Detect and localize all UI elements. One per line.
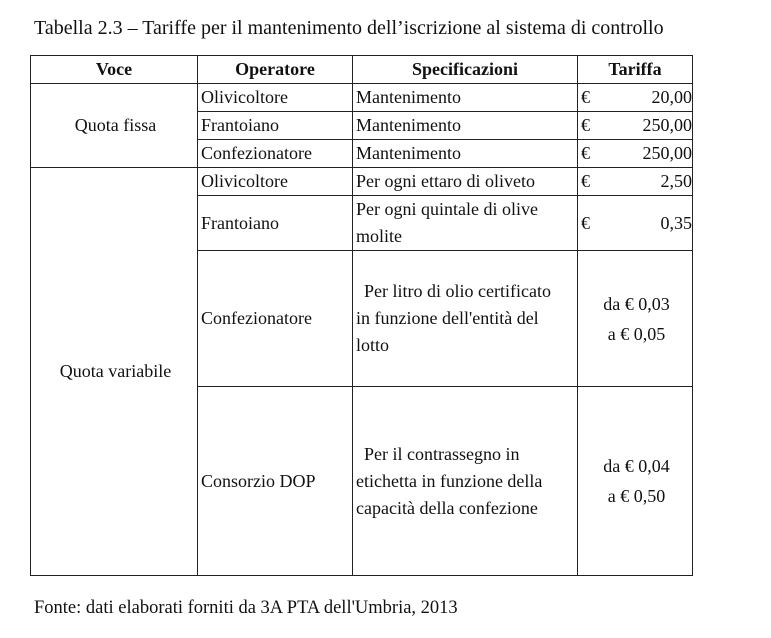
- operatore-cell: Olivicoltore: [198, 168, 353, 196]
- currency-symbol: €: [581, 171, 590, 191]
- spec-line: in funzione dell'entità del: [356, 308, 539, 328]
- spec-line: lotto: [356, 335, 390, 355]
- currency-symbol: €: [581, 87, 590, 107]
- spec-cell: Per ogni ettaro di oliveto: [353, 168, 578, 196]
- spec-cell: [353, 387, 578, 576]
- table-caption: Tabella 2.3 – Tariffe per il mantenimento dell’iscrizione al sistema di controllo: [34, 17, 664, 39]
- tariffa-range-to: a € 0,05: [607, 323, 666, 344]
- spec-cell: [353, 251, 578, 387]
- header-row: [31, 56, 693, 84]
- tariffa-cell: [578, 387, 693, 576]
- tariffa-amount: 0,35: [660, 212, 692, 233]
- header-operatore: Operatore: [198, 56, 353, 84]
- voce-quota-fissa: Quota fissa: [31, 84, 198, 168]
- tariffa-cell: [578, 196, 693, 251]
- tariffa-amount: 2,50: [660, 171, 692, 191]
- tariffa-range-from: da € 0,03: [603, 293, 670, 314]
- header-specificazioni: Specificazioni: [353, 56, 578, 84]
- tariffa-range-to: a € 0,50: [607, 486, 666, 506]
- spec-line: Per ogni quintale di olive: [356, 199, 538, 219]
- operatore-cell: Confezionatore: [198, 251, 353, 387]
- operatore-cell: Frantoiano: [198, 112, 353, 140]
- operatore-cell: Frantoiano: [198, 196, 353, 251]
- tariffa-amount: 250,00: [642, 115, 692, 135]
- operatore-cell: Olivicoltore: [198, 84, 353, 112]
- currency-symbol: €: [581, 212, 590, 233]
- currency-symbol: €: [581, 115, 590, 135]
- tariffa-amount: 250,00: [642, 143, 692, 163]
- tariffa-cell: [578, 251, 693, 387]
- operatore-cell: Consorzio DOP: [198, 387, 353, 576]
- spec-line: molite: [356, 226, 402, 246]
- operatore-cell: Confezionatore: [198, 140, 353, 168]
- tariffa-cell: [578, 140, 693, 168]
- tariffa-range-from: da € 0,04: [603, 456, 670, 476]
- spec-cell: Mantenimento: [353, 112, 578, 140]
- tariffa-cell: [578, 112, 693, 140]
- tariffa-amount: 20,00: [651, 87, 692, 107]
- spec-cell: [353, 196, 578, 251]
- currency-symbol: €: [581, 143, 590, 163]
- tariffa-cell: [578, 168, 693, 196]
- tariffe-table: [30, 55, 693, 576]
- spec-line: etichetta in funzione della: [356, 470, 543, 491]
- voce-quota-variabile: Quota variabile: [31, 168, 198, 576]
- table-row: [31, 84, 693, 112]
- spec-line: Per litro di olio certificato: [364, 281, 551, 301]
- spec-line: Per il contrassegno in: [364, 443, 520, 464]
- header-tariffa: Tariffa: [578, 56, 693, 84]
- spec-line: capacità della confezione: [356, 497, 538, 518]
- table-row: [31, 168, 693, 196]
- spec-cell: Mantenimento: [353, 140, 578, 168]
- spec-cell: Mantenimento: [353, 84, 578, 112]
- tariffa-cell: [578, 84, 693, 112]
- header-voce: Voce: [31, 56, 198, 84]
- source-note: Fonte: dati elaborati forniti da 3A PTA dell'Umbria, 2013: [34, 598, 458, 618]
